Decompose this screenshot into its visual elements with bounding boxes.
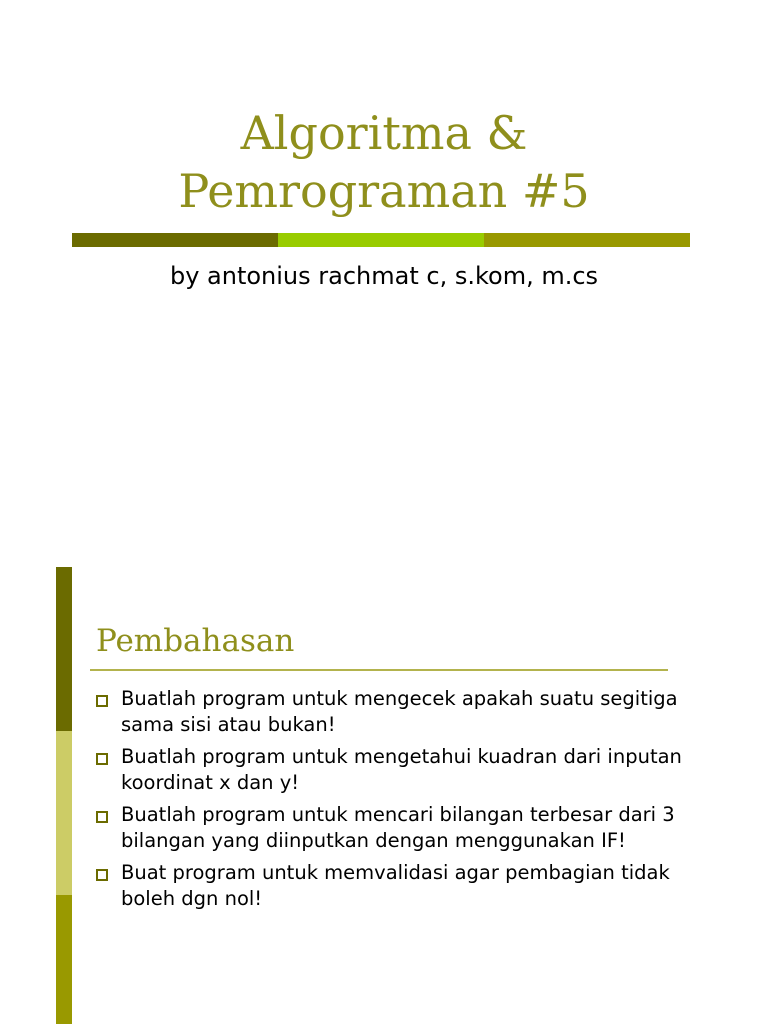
side-bar-segment-olive bbox=[56, 895, 72, 1024]
square-bullet-icon bbox=[96, 695, 108, 707]
square-bullet-icon bbox=[96, 753, 108, 765]
title-bar-segment-olive bbox=[484, 233, 690, 247]
title-bar-segment-dark bbox=[72, 233, 278, 247]
slide1-title-line2: Pemrograman #5 bbox=[178, 164, 590, 218]
slide1-title-line1: Algoritma & bbox=[240, 106, 528, 160]
bullet-item bbox=[96, 860, 696, 912]
bullet-list bbox=[96, 686, 696, 918]
bullet-text: Buatlah program untuk mengecek apakah suatu segitiga sama sisi atau bukan! bbox=[121, 687, 678, 736]
bullet-text: Buatlah program untuk mencari bilangan terbesar dari 3 bilangan yang diinputkan dengan menggunakan IF! bbox=[121, 803, 675, 852]
bullet-text: Buatlah program untuk mengetahui kuadran dari inputan koordinat x dan y! bbox=[121, 745, 682, 794]
slide1-subtitle: by antonius rachmat c, s.kom, m.cs bbox=[169, 262, 599, 290]
bullet-item bbox=[96, 802, 696, 854]
title-bar-segment-lime bbox=[278, 233, 484, 247]
bullet-item bbox=[96, 744, 696, 796]
square-bullet-icon bbox=[96, 869, 108, 881]
side-bar-segment-pale bbox=[56, 731, 72, 895]
title-rule bbox=[90, 669, 668, 671]
slide1-title bbox=[0, 104, 768, 220]
square-bullet-icon bbox=[96, 811, 108, 823]
slide2-title: Pembahasan bbox=[96, 623, 295, 659]
bullet-text: Buat program untuk memvalidasi agar pembagian tidak boleh dgn nol! bbox=[121, 861, 670, 910]
bullet-item bbox=[96, 686, 696, 738]
side-bar-segment-dark bbox=[56, 567, 72, 731]
